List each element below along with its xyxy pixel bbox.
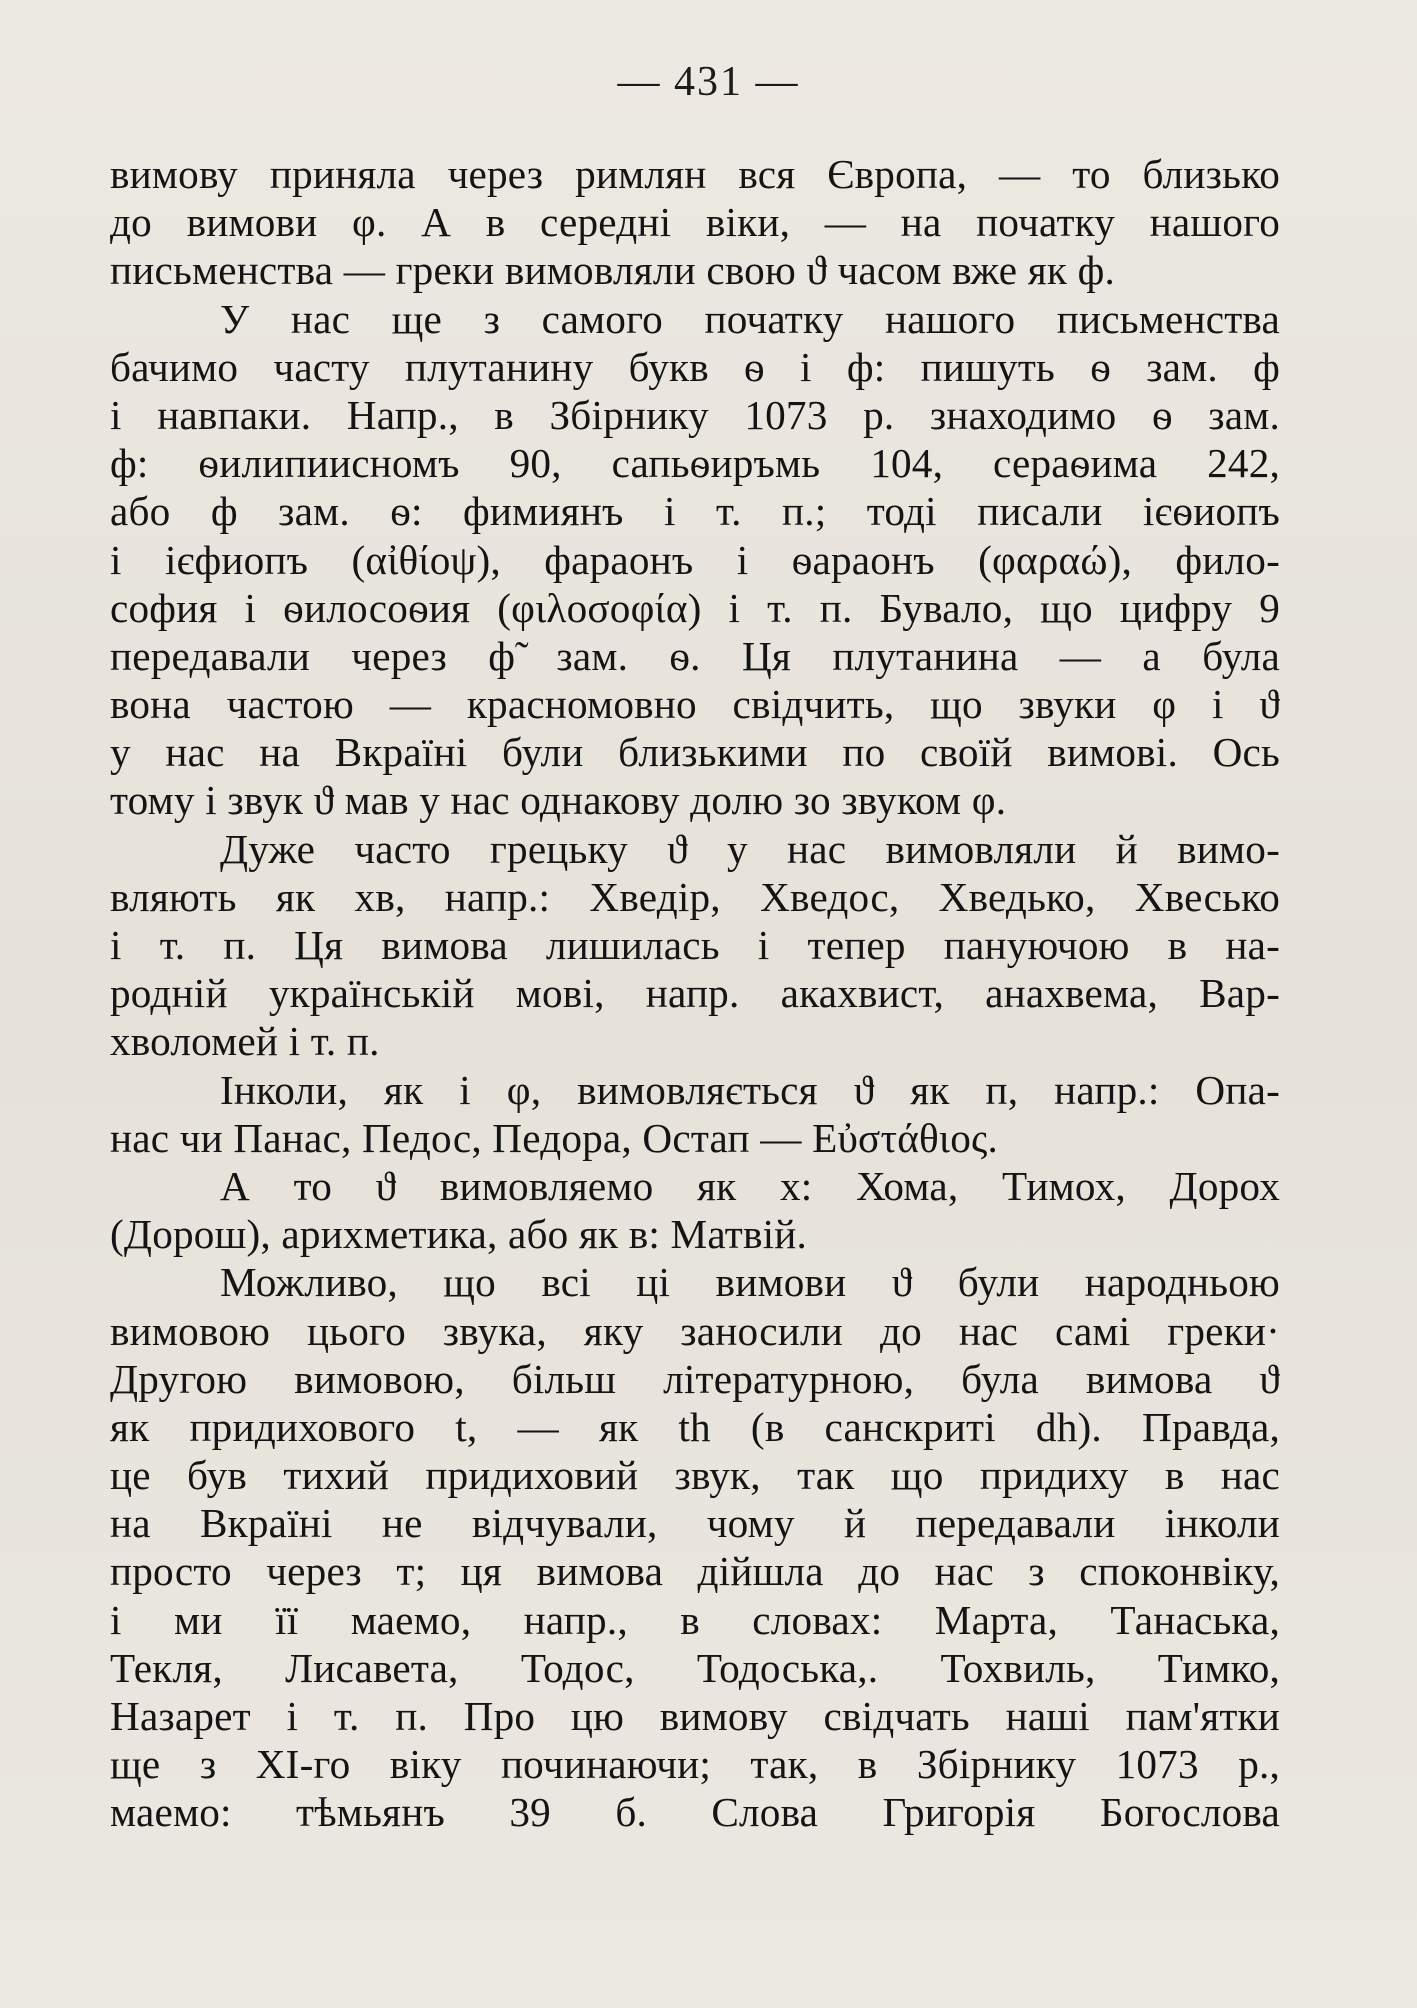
text-line: Назарет і т. п. Про цю вимову свідчать наші пам'ятки bbox=[110, 1693, 1280, 1739]
text-line: письменства — греки вимовляли свою ϑ часом вже як ф. bbox=[110, 247, 1115, 294]
text-line: Можливо, що всі ці вимови ϑ були народньою bbox=[220, 1259, 1280, 1306]
text-line: Другою вимовою, більш літературною, була вимова ϑ bbox=[110, 1355, 1280, 1402]
text-line: вимовою цього звука, яку заносили до нас самі греки· bbox=[110, 1307, 1280, 1354]
text-line: ф: ѳилипиисномъ 90, сапьѳиръмь 104, сераѳима 242, bbox=[110, 440, 1280, 487]
text-line: маемо: тѣмьянъ 39 б. Слова Григорія Богослова bbox=[110, 1789, 1280, 1836]
text-line: це був тихий придиховий звук, так що придиху в нас bbox=[110, 1452, 1280, 1499]
text-line: хволомей і т. п. bbox=[110, 1018, 380, 1065]
text-line: (Дорош), арихметика, або як в: Матвій. bbox=[110, 1211, 808, 1258]
text-line: і навпаки. Напр., в Збірнику 1073 р. знаходимо ѳ зам. bbox=[110, 391, 1280, 438]
text-line: і т. п. Ця вимова лишилась і тепер пануючою в на- bbox=[110, 922, 1280, 968]
page-number: — 431 — bbox=[617, 59, 800, 105]
text-line: передавали через ф̃ зам. ѳ. Ця плутанина — а була bbox=[110, 632, 1280, 679]
text-line: і ієфиопъ (αἰθίοψ), фараонъ і ѳараонъ (φαραώ), фило- bbox=[110, 536, 1280, 583]
text-line: Текля, Лисавета, Тодос, Тодоська,. Тохвиль, Тимко, bbox=[110, 1644, 1280, 1691]
text-line: на Вкраїні не відчували, чому й передавали інколи bbox=[110, 1500, 1280, 1547]
text-line: вляють як хв, напр.: Хведір, Хведос, Хведько, Хвесько bbox=[110, 873, 1280, 920]
text-line: бачимо часту плутанину букв ѳ і ф: пишуть ѳ зам. ф bbox=[110, 343, 1280, 390]
text-line: вимову приняла через римлян вся Європа, — то близько bbox=[110, 151, 1280, 197]
text-line: родній українській мові, напр. акахвист, анахвема, Вар- bbox=[110, 970, 1280, 1017]
text-line: у нас на Вкраїні були близькими по своїй вимові. Ось bbox=[110, 729, 1280, 776]
text-line: ще з ХІ-го віку починаючи; так, в Збірнику 1073 р., bbox=[110, 1741, 1280, 1788]
text-line: софия і ѳилосоѳия (φιλοσοφία) і т. п. Бувало, що цифру 9 bbox=[110, 584, 1280, 631]
text-line: і ми її маемо, напр., в словах: Марта, Танаська, bbox=[110, 1596, 1280, 1643]
text-line: нас чи Панас, Педос, Педора, Остап — Εὐστάθιος. bbox=[110, 1114, 998, 1161]
text-line: У нас ще з самого початку нашого письменства bbox=[220, 295, 1280, 342]
text-line: або ф зам. ѳ: фимиянъ і т. п.; тоді писали ієѳиопъ bbox=[110, 488, 1280, 535]
text-line: до вимови φ. А в середні віки, — на початку нашого bbox=[110, 199, 1280, 246]
body-text bbox=[110, 150, 1280, 1837]
text-line: просто через т; ця вимова дійшла до нас з споконвіку, bbox=[110, 1548, 1280, 1595]
text-line: Дуже часто грецьку ϑ у нас вимовляли й вимо- bbox=[220, 825, 1280, 872]
text-line: А то ϑ вимовляемо як х: Хома, Тимох, Дорох bbox=[220, 1162, 1280, 1209]
text-line: Інколи, як і φ, вимовляється ϑ як п, напр.: Опа- bbox=[220, 1066, 1280, 1113]
text-line: тому і звук ϑ мав у нас однакову долю зо звуком φ. bbox=[110, 777, 1007, 824]
text-line: як придихового t, — як th (в санскриті dh). Правда, bbox=[110, 1403, 1280, 1450]
text-line: вона частою — красномовно свідчить, що звуки φ і ϑ bbox=[110, 681, 1280, 728]
